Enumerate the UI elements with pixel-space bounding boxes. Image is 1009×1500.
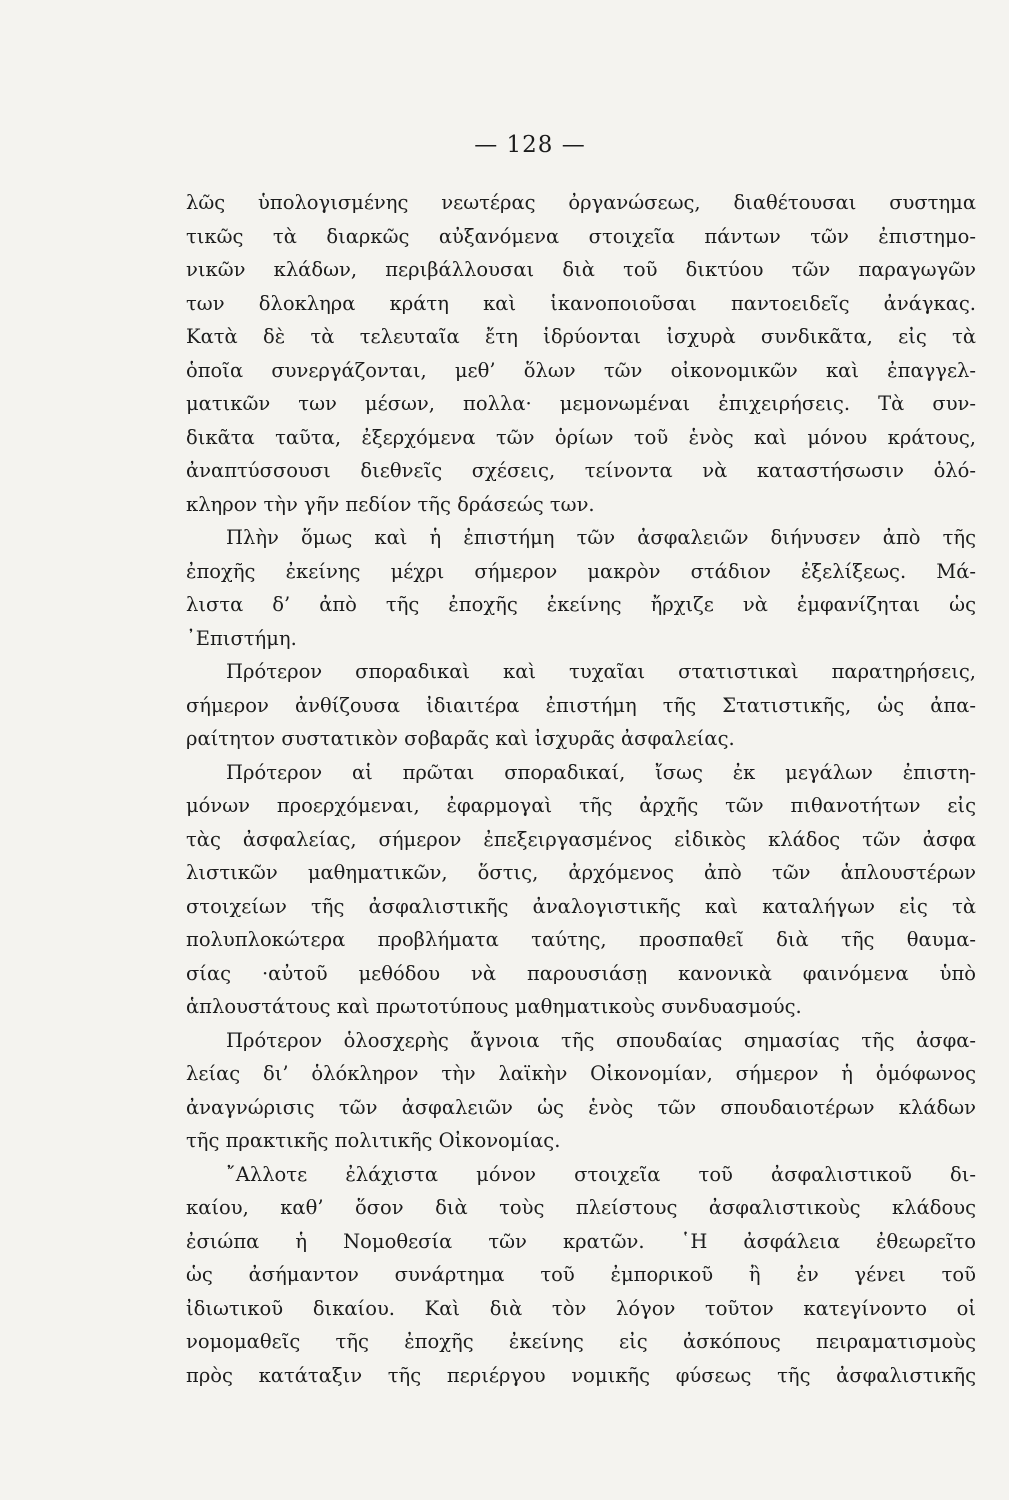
text-line: ᾽Επιστήμη. [186,626,297,650]
text-line: καίου, καθ’ ὅσον διὰ τοὺς πλείστους ἀσφαλιστικοὺς κλάδους [186,1196,976,1219]
text-line: Κατὰ δὲ τὰ τελευταῖα ἔτη ἱδρύονται ἰσχυρὰ συνδικᾶτα, εἰς τὰ [186,325,976,348]
text-line: σήμερον ἀνθίζουσα ἰδιαιτέρα ἐπιστήμη τῆς Στατιστικῆς, ὡς ἀπα- [186,693,976,717]
text-line: ἐποχῆς ἐκείνης μέχρι σήμερον μακρὸν στάδιον ἐξελίξεως. Μά- [186,559,976,583]
text-line: τικῶς τὰ διαρκῶς αὐξανόμενα στοιχεῖα πάντων τῶν ἐπιστημο- [186,224,976,248]
text-line: ἐσιώπα ἡ Νομοθεσία τῶν κρατῶν. ῾Η ἀσφάλεια ἐθεωρεῖτο [186,1229,976,1253]
body-text [186,186,976,1392]
text-line: ῎Αλλοτε ἐλάχιστα μόνον στοιχεῖα τοῦ ἀσφαλιστικοῦ δι- [226,1162,976,1186]
text-line: ὁποῖα συνεργάζονται, μεθ’ ὅλων τῶν οἰκονομικῶν καὶ ἐπαγγελ- [186,358,976,382]
text-line: στοιχείων τῆς ἀσφαλιστικῆς ἀναλογιστικῆς καὶ καταλήγων εἰς τὰ [186,894,976,918]
text-line: ραίτητον συστατικὸν σοβαρᾶς καὶ ἰσχυρᾶς ἀσφαλείας. [186,727,735,750]
text-line: κληρον τὴν γῆν πεδίον τῆς δράσεώς των. [186,492,595,516]
text-line: Πρότερον σποραδικαὶ καὶ τυχαῖαι στατιστικαὶ παρατηρήσεις, [226,660,976,683]
text-line: τὰς ἀσφαλείας, σήμερον ἐπεξειργασμένος εἰδικὸς κλάδος τῶν ἀσφα [186,827,976,851]
text-line: ἀναπτύσσουσι διεθνεῖς σχέσεις, τείνοντα νὰ καταστήσωσιν ὁλό- [186,459,976,482]
text-line: Πλὴν ὅμως καὶ ἡ ἐπιστήμη τῶν ἀσφαλειῶν διήνυσεν ἀπὸ τῆς [226,526,976,549]
text-line: ματικῶν των μέσων, πολλα· μεμονωμέναι ἐπιχειρήσεις. Τὰ συν- [186,392,976,415]
text-line: λιστα δ’ ἀπὸ τῆς ἐποχῆς ἐκείνης ἤρχιζε νὰ ἐμφανίζηται ὡς [186,593,976,616]
text-line: λείας δι’ ὁλόκληρον τὴν λαϊκὴν Οἰκονομίαν, σήμερον ἡ ὁμόφωνος [186,1062,976,1085]
text-line: μόνων προερχόμεναι, ἐφαρμογαὶ τῆς ἀρχῆς τῶν πιθανοτήτων εἰς [186,794,976,817]
text-line: των δλοκληρα κράτη καὶ ἱκανοποιοῦσαι παντοειδεῖς ἀνάγκας. [186,291,976,315]
text-line: νομομαθεῖς τῆς ἐποχῆς ἐκείνης εἰς ἀσκόπους πειραματισμοὺς [186,1330,976,1353]
text-line: πολυπλοκώτερα προβλήματα ταύτης, προσπαθεῖ διὰ τῆς θαυμα- [186,928,976,951]
text-line: τῆς πρακτικῆς πολιτικῆς Οἰκονομίας. [186,1129,561,1152]
text-line: ἰδιωτικοῦ δικαίου. Καὶ διὰ τὸν λόγον τοῦτον κατεγίνοντο οἱ [186,1296,976,1320]
text-line: λιστικῶν μαθηματικῶν, ὅστις, ἀρχόμενος ἀπὸ τῶν ἁπλουστέρων [186,861,976,884]
text-line: νικῶν κλάδων, περιβάλλουσαι διὰ τοῦ δικτύου τῶν παραγωγῶν [186,258,976,281]
text-line: πρὸς κατάταξιν τῆς περιέργου νομικῆς φύσεως τῆς ἀσφαλιστικῆς [186,1363,976,1387]
text-line: δικᾶτα ταῦτα, ἐξερχόμενα τῶν ὁρίων τοῦ ἑνὸς καὶ μόνου κράτους, [186,425,976,449]
text-line: σίας ·αὐτοῦ μεθόδου νὰ παρουσιάσῃ κανονικὰ φαινόμενα ὑπὸ [186,961,976,985]
text-line: ἁπλουστάτους καὶ πρωτοτύπους μαθηματικοὺς συνδυασμούς. [186,995,802,1018]
text-line: Πρότερον ὁλοσχερὴς ἄγνοια τῆς σπουδαίας σημασίας τῆς ἀσφα- [226,1028,976,1052]
text-line: ἀναγνώρισις τῶν ἀσφαλειῶν ὡς ἑνὸς τῶν σπουδαιοτέρων κλάδων [186,1095,976,1119]
text-line: ὡς ἀσήμαντον συνάρτημα τοῦ ἐμπορικοῦ ἢ ἐν γένει τοῦ [186,1263,976,1286]
text-line: Πρότερον αἱ πρῶται σποραδικαί, ἴσως ἐκ μεγάλων ἐπιστη- [226,760,976,784]
text-line: λῶς ὑπολογισμένης νεωτέρας ὀργανώσεως, διαθέτουσαι συστημα [186,191,976,214]
page-number: — 128 — [474,132,586,158]
